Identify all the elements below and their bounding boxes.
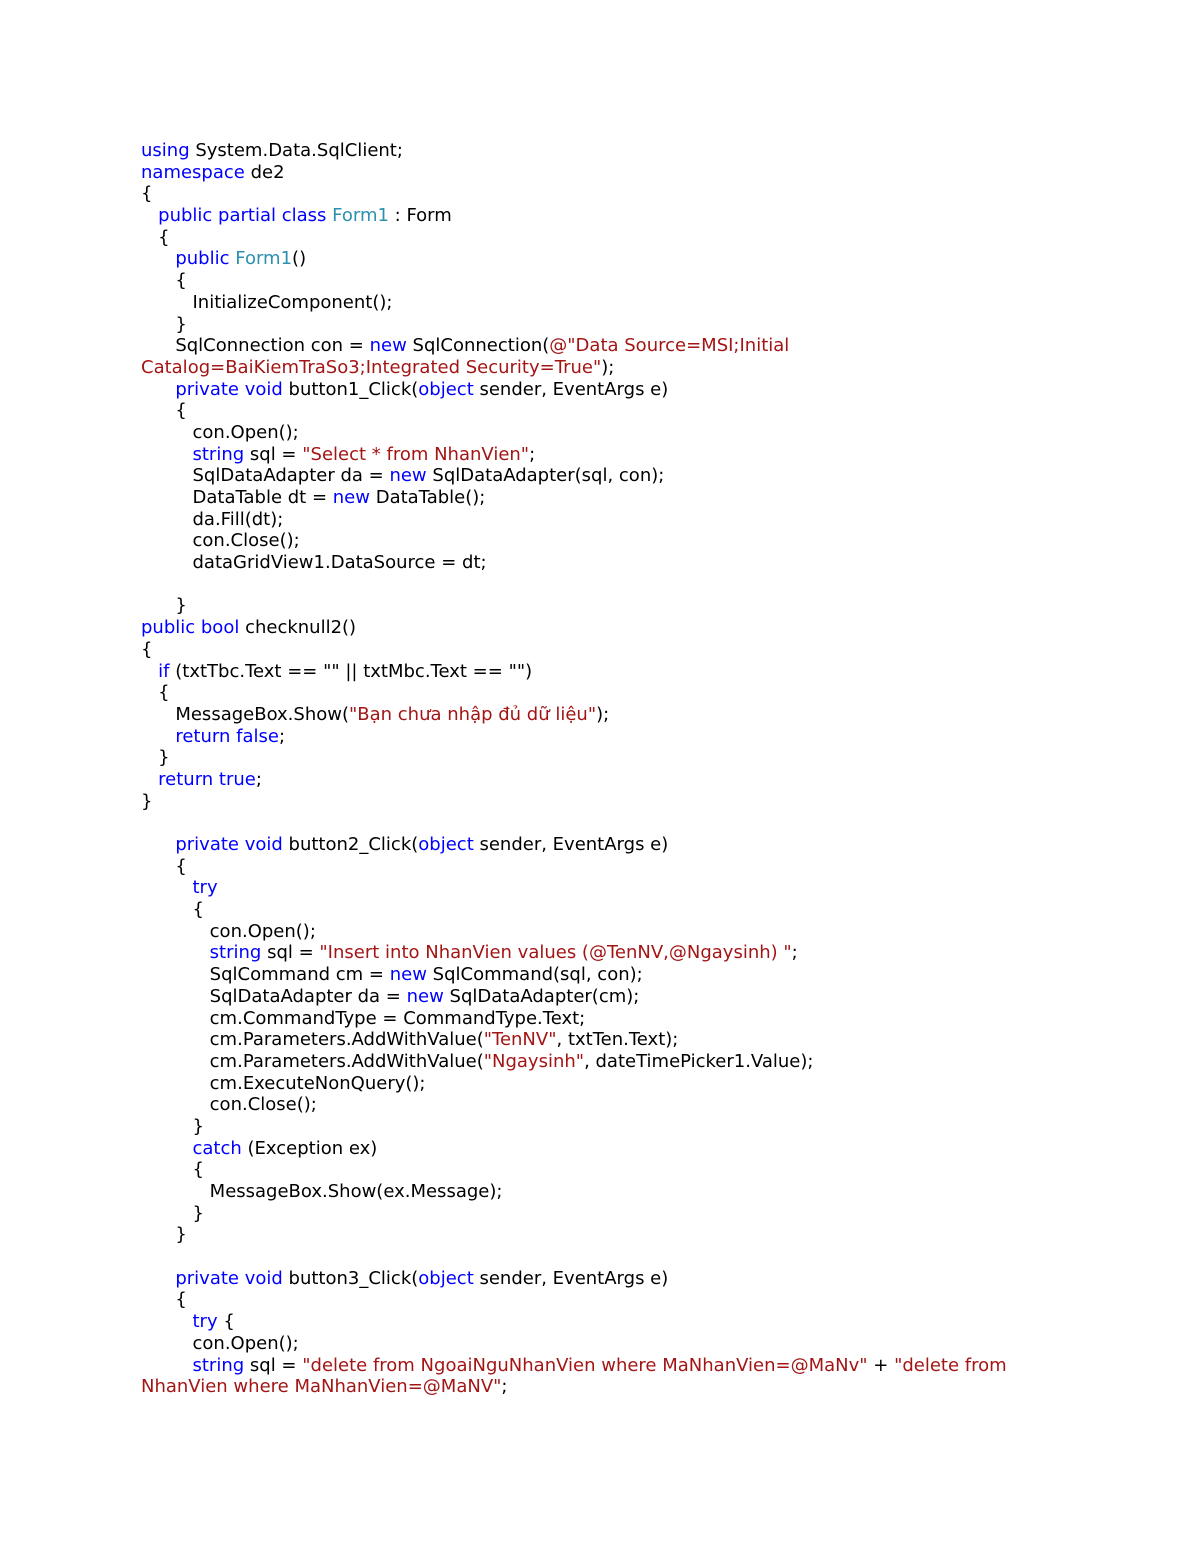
code-line — [141, 856, 1141, 878]
code-token: private void — [175, 1267, 283, 1289]
code-token: "Select * from NhanVien" — [302, 443, 530, 465]
code-token: con.Open(); — [141, 421, 299, 443]
code-line — [141, 986, 1141, 1008]
code-token: object — [418, 1267, 474, 1289]
code-line — [141, 162, 1141, 184]
code-line — [141, 661, 1141, 683]
code-line — [141, 1224, 1141, 1246]
code-token: try — [192, 877, 218, 899]
code-token: ); — [596, 703, 610, 725]
code-line — [141, 205, 1141, 227]
code-line — [141, 1181, 1141, 1203]
code-token: { — [141, 899, 204, 921]
code-token — [141, 769, 158, 790]
code-token: (Exception ex) — [241, 1137, 378, 1159]
code-token — [141, 444, 193, 465]
code-token: SqlConnection( — [406, 335, 550, 357]
code-token: con.Close(); — [141, 1094, 317, 1116]
code-token: InitializeComponent(); — [141, 291, 393, 313]
code-token: checknull2() — [239, 617, 357, 639]
code-line — [141, 834, 1141, 856]
code-line — [141, 509, 1141, 531]
code-line — [141, 1333, 1141, 1355]
code-token: new — [332, 487, 370, 508]
code-token: cm.Parameters.AddWithValue( — [141, 1029, 484, 1051]
code-token — [141, 1138, 193, 1159]
code-token: ; — [501, 1376, 508, 1398]
code-token: } — [141, 1115, 204, 1137]
code-token: NhanVien where MaNhanVien=@MaNV" — [141, 1376, 502, 1398]
code-token: new — [389, 964, 427, 986]
code-token: SqlDataAdapter(sql, con); — [426, 465, 665, 487]
code-token — [141, 942, 210, 963]
code-token: string — [192, 1354, 245, 1376]
code-token: Form1 — [235, 248, 293, 270]
code-token: private void — [175, 378, 283, 400]
code-token: System.Data.SqlClient; — [189, 140, 403, 161]
code-line — [141, 400, 1141, 422]
code-token: cm.ExecuteNonQuery(); — [141, 1072, 426, 1094]
code-token: using — [141, 140, 190, 161]
code-line — [141, 942, 1141, 964]
code-line — [141, 682, 1141, 704]
code-token: if — [158, 660, 170, 682]
code-token: { — [141, 1289, 187, 1311]
code-line — [141, 552, 1141, 574]
code-token: { — [141, 183, 153, 205]
code-token: Form1 — [332, 205, 389, 227]
code-token — [141, 834, 175, 855]
code-token: ; — [255, 768, 262, 790]
code-line — [141, 704, 1141, 726]
code-line — [141, 1159, 1141, 1181]
code-token: sql = — [261, 942, 320, 964]
code-line — [141, 899, 1141, 921]
code-token: "Bạn chưa nhập đủ dữ liệu" — [349, 703, 597, 725]
code-token: ; — [791, 942, 798, 964]
code-token: } — [141, 1224, 187, 1246]
code-token: DataTable dt = — [141, 487, 333, 508]
code-token: sql = — [244, 1354, 303, 1376]
code-line — [141, 791, 1141, 813]
code-line — [141, 379, 1141, 401]
code-token — [141, 205, 158, 226]
code-token — [141, 877, 193, 898]
code-token: object — [418, 834, 474, 855]
code-token: "Insert into NhanVien values (@TenNV,@Ngaysinh) " — [319, 942, 792, 964]
code-line — [141, 1073, 1141, 1095]
code-line — [141, 769, 1141, 791]
code-token: new — [369, 335, 407, 357]
code-token: SqlConnection con = — [141, 335, 370, 357]
code-token: SqlCommand cm = — [141, 964, 390, 986]
code-token: con.Open(); — [141, 1332, 299, 1354]
code-line — [141, 1138, 1141, 1160]
code-line — [141, 747, 1141, 769]
code-token: { — [141, 682, 170, 704]
code-line — [141, 921, 1141, 943]
code-token — [141, 1355, 193, 1376]
code-token: } — [141, 747, 170, 769]
code-token: { — [141, 1159, 204, 1181]
code-token: { — [141, 638, 153, 660]
code-line — [141, 617, 1141, 639]
code-token: sender, EventArgs e) — [473, 834, 669, 855]
code-line — [141, 1094, 1141, 1116]
code-token: catch — [192, 1137, 242, 1159]
code-line — [141, 422, 1141, 444]
code-token: "Ngaysinh" — [483, 1050, 585, 1072]
code-token: "delete from NgoaiNguNhanVien where MaNhanVien=@MaNv" — [302, 1354, 868, 1376]
code-token: "delete from — [894, 1354, 1007, 1376]
code-line — [141, 639, 1141, 661]
code-token: @"Data Source=MSI;Initial — [549, 335, 790, 357]
code-line — [141, 595, 1141, 617]
code-line — [141, 1355, 1141, 1377]
code-token: public bool — [141, 617, 240, 639]
code-token: cm.Parameters.AddWithValue( — [141, 1050, 484, 1072]
code-token: ); — [601, 356, 615, 378]
code-line — [141, 444, 1141, 466]
code-token: SqlDataAdapter da = — [141, 985, 407, 1007]
code-line — [141, 574, 1141, 596]
code-line — [141, 314, 1141, 336]
code-token: ; — [278, 725, 286, 747]
code-token — [141, 1268, 175, 1289]
code-token: da.Fill(dt); — [141, 508, 284, 530]
code-token: DataTable(); — [369, 487, 486, 508]
code-line — [141, 183, 1141, 205]
code-token: public partial class — [158, 205, 327, 227]
code-token: con.Close(); — [141, 530, 300, 552]
code-token: { — [141, 226, 170, 248]
code-line — [141, 487, 1141, 509]
code-token: ; — [529, 443, 536, 465]
code-token: try — [192, 1311, 218, 1333]
code-line — [141, 335, 1141, 357]
code-line — [141, 270, 1141, 292]
code-line — [141, 1029, 1141, 1051]
code-token — [141, 379, 175, 400]
code-token — [141, 726, 175, 747]
code-token — [141, 1311, 193, 1332]
code-token: "TenNV" — [483, 1029, 557, 1051]
code-line — [141, 465, 1141, 487]
code-token: de2 — [244, 161, 285, 183]
code-token: + — [867, 1354, 895, 1376]
code-token: (txtTbc.Text == "" || txtMbc.Text == "") — [169, 660, 533, 682]
code-token: } — [141, 790, 153, 812]
code-token: button3_Click( — [282, 1267, 419, 1289]
code-token — [141, 248, 175, 269]
code-token: object — [418, 378, 474, 400]
code-line — [141, 1116, 1141, 1138]
code-token: MessageBox.Show( — [141, 703, 349, 725]
code-line — [141, 1051, 1141, 1073]
code-line — [141, 227, 1141, 249]
code-token: button2_Click( — [282, 834, 419, 855]
code-line — [141, 964, 1141, 986]
code-token: cm.CommandType = CommandType.Text; — [141, 1007, 586, 1029]
code-token: { — [141, 855, 187, 877]
code-token: return true — [158, 768, 256, 790]
code-token: new — [406, 985, 444, 1007]
code-line — [141, 1268, 1141, 1290]
code-token: SqlCommand(sql, con); — [426, 964, 643, 986]
code-line — [141, 292, 1141, 314]
code-token: sender, EventArgs e) — [473, 1267, 669, 1289]
code-line — [141, 140, 1141, 162]
code-token: , txtTen.Text); — [556, 1029, 679, 1051]
code-line — [141, 1203, 1141, 1225]
code-token: SqlDataAdapter da = — [141, 465, 390, 487]
code-line — [141, 1246, 1141, 1268]
code-token: : Form — [388, 205, 452, 227]
code-line — [141, 812, 1141, 834]
code-token: sender, EventArgs e) — [473, 378, 669, 400]
code-listing — [141, 140, 1141, 1398]
code-token: dataGridView1.DataSource = dt; — [141, 552, 487, 574]
code-token: sql = — [244, 443, 303, 465]
code-line — [141, 1311, 1141, 1333]
code-line — [141, 530, 1141, 552]
code-token: { — [141, 270, 187, 292]
code-token: string — [192, 443, 245, 465]
code-line — [141, 1008, 1141, 1030]
code-line — [141, 1376, 1141, 1398]
code-line — [141, 877, 1141, 899]
code-token: MessageBox.Show(ex.Message); — [141, 1181, 503, 1202]
code-line — [141, 357, 1141, 379]
code-token: } — [141, 1202, 204, 1224]
code-token — [141, 661, 158, 682]
code-token: () — [292, 248, 307, 270]
code-token: namespace — [141, 161, 245, 183]
code-token: SqlDataAdapter(cm); — [443, 985, 640, 1007]
code-token: private void — [175, 834, 283, 855]
code-token: public — [175, 248, 230, 270]
code-line — [141, 248, 1141, 270]
code-token: string — [209, 942, 262, 964]
code-token: , dateTimePicker1.Value); — [584, 1050, 814, 1072]
code-token: return false — [175, 725, 279, 747]
code-token: } — [141, 313, 187, 335]
code-token: button1_Click( — [282, 378, 419, 400]
code-token: { — [141, 400, 187, 422]
code-token: new — [389, 465, 427, 487]
code-token: { — [217, 1311, 235, 1333]
code-line — [141, 1289, 1141, 1311]
code-line — [141, 726, 1141, 748]
code-token: Catalog=BaiKiemTraSo3;Integrated Security=True" — [141, 356, 602, 378]
code-token: } — [141, 595, 187, 617]
code-token: con.Open(); — [141, 920, 316, 942]
